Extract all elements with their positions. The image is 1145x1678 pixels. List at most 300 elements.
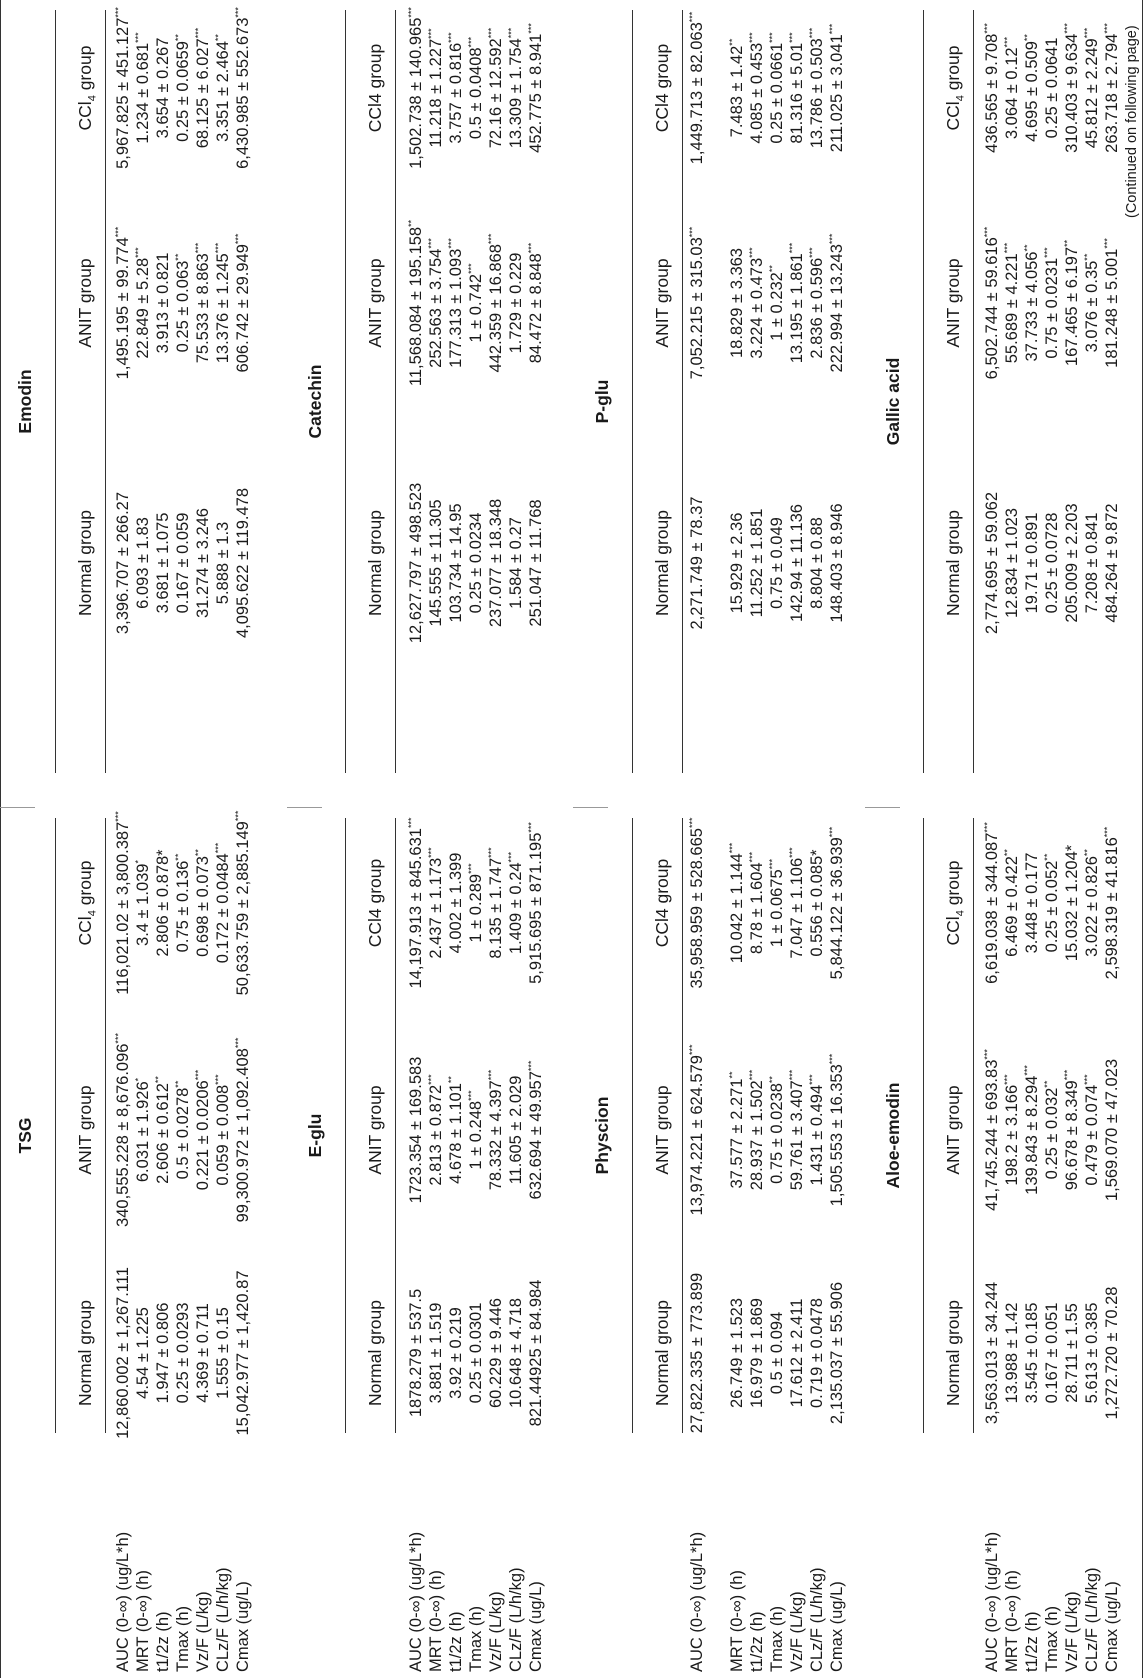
- value-cell: [1003, 178, 1022, 428]
- value-text: 8.804 ± 0.88: [808, 517, 826, 609]
- significance-marker: ***: [233, 810, 244, 822]
- parameter-label: CLz/F (L/h/kg): [214, 1567, 232, 1672]
- value-cell: [983, 1228, 1002, 1478]
- rule-line: [682, 10, 683, 773]
- parameter-label: t1/2z (h): [154, 1611, 172, 1672]
- value-cell: [1063, 1228, 1082, 1478]
- value-text: 139.843 ± 8.294: [1023, 1075, 1041, 1195]
- value-cell: [688, 0, 707, 213]
- value-cell: [748, 778, 767, 1028]
- value-text: 14,197.913 ± 845.631: [407, 828, 425, 989]
- value-text: 13.376 ± 1.245: [214, 253, 232, 364]
- value-text: 1.729 ± 0.229: [507, 252, 525, 354]
- parameter-label: Vz/F (L/kg): [194, 1591, 212, 1672]
- value-cell: [507, 1005, 526, 1255]
- value-text: 0.25 ± 0.063: [174, 260, 192, 353]
- value-cell: [788, 1005, 807, 1255]
- value-text: 1.409 ± 0.24: [507, 862, 525, 955]
- value-cell: [154, 1005, 173, 1255]
- value-text: 99,300.972 ± 1,092.408: [234, 1048, 252, 1223]
- value-cell: [748, 438, 767, 688]
- value-text: 6.031 ± 1.926: [134, 1081, 152, 1183]
- value-text: 26.749 ± 1.523: [728, 1298, 746, 1408]
- value-cell: [1003, 0, 1022, 213]
- significance-marker: ***: [466, 863, 477, 874]
- value-cell: [1043, 778, 1062, 1028]
- significance-marker: ***: [133, 32, 144, 43]
- significance-marker: ***: [767, 858, 778, 870]
- value-text: 1,449.713 ± 82.063: [688, 22, 706, 165]
- value-text: 3.076 ± 0.35: [1083, 260, 1101, 353]
- value-text: 1.431 ± 0.494: [808, 1084, 826, 1186]
- value-text: 4,095.622 ± 119.478: [234, 487, 252, 639]
- value-cell: [174, 438, 193, 688]
- value-text: 2,774.695 ± 59.062: [983, 491, 1001, 635]
- value-cell: [134, 1228, 153, 1478]
- value-cell: [527, 1005, 546, 1255]
- value-cell: [467, 178, 486, 428]
- significance-marker: **: [1002, 849, 1013, 857]
- significance-marker: ***: [727, 842, 738, 854]
- value-text: 167.465 ± 6.197: [1063, 246, 1081, 367]
- value-text: 1,272.720 ± 70.28: [1103, 1286, 1121, 1420]
- parameter-label: MRT (0-∞) (h): [134, 1570, 152, 1672]
- value-text: 68.125 ± 6.027: [194, 38, 212, 149]
- value-text: 3.913 ± 0.821: [154, 252, 172, 354]
- value-cell: [1083, 1005, 1102, 1255]
- group-header: CCl4 group: [365, 858, 385, 948]
- value-cell: [194, 0, 213, 213]
- value-cell: [828, 438, 847, 688]
- significance-marker: ***: [113, 1033, 124, 1044]
- value-cell: [808, 1228, 827, 1478]
- rule-line: [345, 10, 346, 773]
- value-text: 0.25 ± 0.032: [1043, 1087, 1061, 1180]
- significance-marker: ***: [193, 242, 204, 254]
- value-cell: [214, 778, 233, 1028]
- significance-marker: ***: [466, 1090, 477, 1101]
- value-text: 15.929 ± 2.36: [728, 512, 746, 614]
- parameter-label: AUC (0-∞) (ug/L*h): [688, 1531, 706, 1672]
- value-text: 116,021.02 ± 3,800.387: [114, 821, 132, 995]
- value-text: 222.994 ± 13.243: [828, 244, 846, 373]
- value-cell: [1063, 1005, 1082, 1255]
- value-text: 0.698 ± 0.073: [194, 856, 212, 957]
- significance-marker: ***: [982, 23, 993, 34]
- value-text: 0.25 ± 0.0661: [768, 42, 786, 144]
- value-cell: [808, 1005, 827, 1255]
- value-text: 0.25 ± 0.0234: [467, 512, 485, 614]
- value-cell: [407, 778, 426, 1028]
- rule-line: [0, 0, 1, 1678]
- value-cell: [114, 1228, 133, 1478]
- value-cell: [487, 178, 506, 428]
- rule-line: [682, 818, 683, 1433]
- significance-marker: ***: [747, 851, 758, 863]
- value-text: 8.78 ± 1.604: [748, 862, 766, 955]
- parameter-label: MRT (0-∞) (h): [728, 1570, 746, 1672]
- value-text: 5.613 ± 0.385: [1083, 1302, 1101, 1404]
- value-cell: [1063, 178, 1082, 428]
- significance-marker: ***: [982, 822, 993, 833]
- value-cell: [828, 778, 847, 1028]
- value-text: 0.5 ± 0.0278: [174, 1087, 192, 1180]
- value-text: 6,619.038 ± 344.087: [983, 832, 1001, 984]
- value-cell: [1103, 778, 1122, 1028]
- value-cell: [507, 438, 526, 688]
- value-cell: [527, 1228, 546, 1478]
- value-cell: [788, 178, 807, 428]
- value-cell: [1103, 1228, 1122, 1478]
- value-cell: [688, 438, 707, 688]
- significance-marker: ***: [426, 847, 437, 858]
- parameter-label: t1/2z (h): [748, 1611, 766, 1672]
- value-text: 3.448 ± 0.177: [1023, 852, 1041, 954]
- value-text: 12.834 ± 1.023: [1003, 508, 1021, 618]
- value-text: 198.2 ± 3.166: [1003, 1084, 1021, 1186]
- significance-marker: **: [767, 1076, 778, 1084]
- value-cell: [234, 1005, 253, 1255]
- value-text: 1 ± 0.0675: [768, 869, 786, 948]
- significance-marker: ***: [787, 242, 798, 254]
- value-text: 37.577 ± 2.271: [728, 1078, 746, 1189]
- value-text: 13.988 ± 1.42: [1003, 1302, 1021, 1404]
- value-cell: [748, 178, 767, 428]
- value-text: 606.742 ± 29.949: [234, 244, 252, 373]
- group-header: ANIT group: [365, 1085, 385, 1175]
- value-text: 1,502.738 ± 140.965: [407, 17, 425, 169]
- value-text: 78.332 ± 4.397: [487, 1080, 505, 1191]
- significance-marker: ***: [233, 1037, 244, 1049]
- value-cell: [1083, 178, 1102, 428]
- value-text: 28.937 ± 1.502: [748, 1080, 766, 1191]
- group-header: ANIT group: [943, 1085, 963, 1175]
- value-cell: [427, 178, 446, 428]
- significance-marker: ***: [787, 1069, 798, 1081]
- value-text: 1,505.553 ± 16.353: [828, 1064, 846, 1207]
- significance-marker: ***: [687, 817, 698, 829]
- value-text: 3.545 ± 0.185: [1023, 1302, 1041, 1404]
- value-text: 18.829 ± 3.363: [728, 248, 746, 358]
- rule-line: [973, 10, 974, 773]
- value-text: 6,430.985 ± 552.673: [234, 17, 252, 169]
- value-cell: [1023, 0, 1042, 213]
- value-cell: [194, 1228, 213, 1478]
- significance-marker: ***: [506, 851, 517, 863]
- value-cell: [828, 0, 847, 213]
- group-header: ANIT group: [75, 258, 95, 348]
- value-cell: [728, 1005, 747, 1255]
- compound-title-tsg: TSG: [15, 1117, 35, 1154]
- group-header: Normal group: [365, 509, 385, 617]
- value-text: 5,915.695 ± 871.195: [527, 832, 545, 984]
- value-text: 181.248 ± 5.001: [1103, 248, 1121, 368]
- parameter-label: Tmax (h): [174, 1606, 192, 1672]
- significance-marker: **: [1042, 1080, 1053, 1088]
- value-cell: [983, 778, 1002, 1028]
- compound-title-gallic-acid: Gallic acid: [883, 357, 903, 446]
- value-text: 1723.354 ± 169.583: [407, 1056, 425, 1204]
- value-cell: [174, 178, 193, 428]
- value-text: 3.654 ± 0.267: [154, 37, 172, 139]
- value-text: 821.44925 ± 84.984: [527, 1279, 545, 1427]
- value-cell: [427, 778, 446, 1028]
- parameter-label: Vz/F (L/kg): [1063, 1591, 1081, 1672]
- significance-marker: **: [406, 219, 417, 227]
- parameter-label: Cmax (ug/L): [527, 1581, 545, 1672]
- value-cell: [134, 778, 153, 1028]
- group-header: Normal group: [943, 1299, 963, 1407]
- value-cell: [768, 1228, 787, 1478]
- value-cell: [507, 178, 526, 428]
- value-cell: [467, 438, 486, 688]
- value-cell: [748, 0, 767, 213]
- value-text: 3,396.707 ± 266.27: [114, 491, 132, 635]
- parameter-label: AUC (0-∞) (ug/L*h): [983, 1531, 1001, 1672]
- significance-marker: **: [173, 34, 184, 42]
- value-text: 0.75 ± 0.0231: [1043, 257, 1061, 359]
- significance-marker: ***: [213, 1074, 224, 1085]
- value-cell: [154, 178, 173, 428]
- value-text: 0.719 ± 0.0478: [808, 1298, 826, 1408]
- significance-marker: **: [193, 849, 204, 857]
- value-cell: [487, 1005, 506, 1255]
- value-cell: [487, 438, 506, 688]
- value-cell: [1103, 438, 1122, 688]
- value-cell: [114, 778, 133, 1028]
- parameter-label: Vz/F (L/kg): [487, 1591, 505, 1672]
- value-text: 103.734 ± 14.95: [447, 503, 465, 623]
- significance-marker: **: [1082, 253, 1093, 261]
- significance-marker: ***: [486, 847, 497, 858]
- group-header: Normal group: [943, 509, 963, 617]
- value-cell: [214, 178, 233, 428]
- parameter-label: Vz/F (L/kg): [788, 1591, 806, 1672]
- parameter-label: CLz/F (L/h/kg): [507, 1567, 525, 1672]
- value-cell: [1063, 778, 1082, 1028]
- significance-marker: ***: [406, 7, 417, 18]
- significance-marker: ***: [747, 32, 758, 43]
- value-cell: [154, 0, 173, 213]
- value-text: 0.167 ± 0.051: [1043, 1302, 1061, 1404]
- value-cell: [487, 0, 506, 213]
- value-text: 237.077 ± 18.348: [487, 498, 505, 628]
- value-cell: [114, 0, 133, 213]
- value-text: 22.849 ± 5.28: [134, 257, 152, 359]
- value-text: 6.093 ± 1.83: [134, 517, 152, 609]
- value-text: 11.218 ± 1.227: [427, 38, 445, 148]
- significance-marker: ***: [446, 238, 457, 249]
- value-text: 1 ± 0.742: [467, 273, 485, 343]
- value-text: 3.681 ± 1.075: [154, 512, 172, 614]
- value-text: 263.718 ± 2.794: [1103, 33, 1121, 153]
- significance-marker: ***: [426, 238, 437, 249]
- value-cell: [447, 438, 466, 688]
- value-cell: [1103, 0, 1122, 213]
- value-text: 16.979 ± 1.869: [748, 1298, 766, 1408]
- value-text: 2.836 ± 0.596: [808, 257, 826, 359]
- value-text: 59.761 ± 3.407: [788, 1080, 806, 1191]
- value-text: 148.403 ± 8.946: [828, 503, 846, 623]
- value-text: 7.483 ± 1.42: [728, 45, 746, 138]
- value-cell: [174, 1005, 193, 1255]
- significance-marker: ***: [213, 242, 224, 254]
- value-cell: [1003, 1228, 1022, 1478]
- value-cell: [407, 0, 426, 213]
- significance-marker: ***: [767, 32, 778, 43]
- value-text: 310.403 ± 9.634: [1063, 33, 1081, 153]
- value-text: 3,563.013 ± 34.244: [983, 1281, 1001, 1425]
- value-cell: [1023, 1005, 1042, 1255]
- value-text: 10.042 ± 1.144: [728, 853, 746, 964]
- value-text: 0.75 ± 0.049: [768, 517, 786, 609]
- significance-marker: ***: [193, 27, 204, 39]
- value-text: 31.274 ± 3.246: [194, 508, 212, 618]
- group-header: ANIT group: [365, 258, 385, 348]
- value-cell: [728, 0, 747, 213]
- significance-marker: ***: [687, 11, 698, 23]
- value-text: 0.556 ± 0.085*: [808, 849, 826, 957]
- significance-marker: ***: [827, 1053, 838, 1065]
- parameter-label: Tmax (h): [467, 1606, 485, 1672]
- value-cell: [194, 178, 213, 428]
- value-cell: [1043, 0, 1062, 213]
- value-text: 1 ± 0.232: [768, 272, 786, 341]
- value-cell: [214, 438, 233, 688]
- value-text: 11.252 ± 1.851: [748, 508, 766, 618]
- value-text: 211.025 ± 3.041: [828, 34, 846, 153]
- significance-marker: **: [173, 853, 184, 861]
- significance-marker: ***: [1062, 1069, 1073, 1081]
- value-text: 177.313 ± 1.093: [447, 248, 465, 368]
- value-cell: [688, 178, 707, 428]
- group-header: ANIT group: [652, 1085, 672, 1175]
- significance-marker: ***: [827, 23, 838, 35]
- value-cell: [768, 1005, 787, 1255]
- value-cell: [447, 178, 466, 428]
- value-cell: [427, 1005, 446, 1255]
- value-text: 4.678 ± 1.101: [447, 1083, 465, 1184]
- rule-line: [1142, 0, 1143, 1678]
- value-cell: [1023, 1228, 1042, 1478]
- value-cell: [788, 1228, 807, 1478]
- parameter-label: AUC (0-∞) (ug/L*h): [407, 1531, 425, 1672]
- value-cell: [467, 778, 486, 1028]
- value-cell: [688, 778, 707, 1028]
- value-text: 0.75 ± 0.0238: [768, 1083, 786, 1184]
- significance-marker: ***: [113, 226, 124, 238]
- rule-line: [395, 818, 396, 1433]
- significance-marker: ***: [982, 226, 993, 238]
- value-text: 3.022 ± 0.826: [1083, 856, 1101, 957]
- value-text: 50,633.759 ± 2,885.149: [234, 821, 252, 996]
- value-text: 13,974.221 ± 624.579: [688, 1055, 706, 1216]
- value-cell: [174, 778, 193, 1028]
- value-text: 75.533 ± 8.863: [194, 253, 212, 364]
- value-cell: [487, 1228, 506, 1478]
- significance-marker: ***: [1002, 36, 1013, 48]
- significance-marker: ***: [526, 242, 537, 254]
- significance-marker: ***: [1082, 1074, 1093, 1085]
- rule-line: [973, 818, 974, 1433]
- significance-marker: ***: [113, 811, 124, 822]
- continuation-note: (Continued on following page): [1124, 25, 1140, 218]
- value-cell: [1003, 778, 1022, 1028]
- value-text: 7.047 ± 1.106: [788, 857, 806, 959]
- parameter-label: MRT (0-∞) (h): [427, 1570, 445, 1672]
- group-header: CCl4 group: [652, 43, 672, 133]
- value-cell: [487, 778, 506, 1028]
- value-cell: [828, 178, 847, 428]
- value-text: 0.059 ± 0.008: [214, 1084, 232, 1186]
- significance-marker: ***: [1022, 1065, 1033, 1076]
- value-text: 142.94 ± 11.136: [788, 504, 806, 622]
- value-cell: [1043, 438, 1062, 688]
- value-text: 1,495.195 ± 99.774: [114, 237, 132, 380]
- value-text: 2.813 ± 0.872: [427, 1084, 445, 1186]
- significance-marker: ***: [426, 28, 437, 39]
- value-text: 37.733 ± 4.056: [1023, 251, 1041, 362]
- value-cell: [828, 1005, 847, 1255]
- value-cell: [768, 778, 787, 1028]
- value-cell: [507, 0, 526, 213]
- significance-marker: ***: [193, 1069, 204, 1081]
- value-text: 0.75 ± 0.136: [174, 860, 192, 953]
- rule-line: [55, 818, 56, 1433]
- significance-marker: ***: [426, 1074, 437, 1085]
- value-text: 0.25 ± 0.0728: [1043, 512, 1061, 614]
- value-text: 252.563 ± 3.754: [427, 248, 445, 368]
- value-cell: [788, 778, 807, 1028]
- value-text: 55.689 ± 4.221: [1003, 253, 1021, 364]
- value-text: 3.224 ± 0.473: [748, 257, 766, 359]
- significance-marker: ***: [466, 263, 477, 274]
- significance-marker: ***: [486, 27, 497, 39]
- value-cell: [768, 438, 787, 688]
- value-text: 632.694 ± 49.957: [527, 1071, 545, 1200]
- value-text: 4.002 ± 1.399: [447, 852, 465, 954]
- significance-marker: ***: [807, 1074, 818, 1085]
- rule-line: [105, 818, 106, 1433]
- value-cell: [1043, 178, 1062, 428]
- value-cell: [527, 778, 546, 1028]
- value-text: 8.135 ± 1.747: [487, 857, 505, 959]
- value-text: 1.555 ± 0.15: [214, 1307, 232, 1399]
- value-text: 2,598.319 ± 41.816: [1103, 837, 1121, 980]
- value-cell: [114, 178, 133, 428]
- value-text: 0.5 ± 0.094: [768, 1311, 786, 1395]
- significance-marker: ***: [506, 27, 517, 39]
- value-cell: [1003, 1005, 1022, 1255]
- significance-marker: ***: [827, 826, 838, 838]
- value-text: 2.606 ± 0.612: [154, 1083, 172, 1184]
- divider-line: [865, 807, 900, 808]
- significance-marker: ***: [233, 7, 244, 18]
- value-cell: [427, 0, 446, 213]
- significance-marker: ***: [213, 842, 224, 854]
- value-cell: [174, 1228, 193, 1478]
- value-text: 12,627.797 ± 498.523: [407, 482, 425, 644]
- value-cell: [983, 0, 1002, 213]
- significance-marker: ***: [1102, 826, 1113, 838]
- group-header: Normal group: [652, 509, 672, 617]
- significance-marker: *: [133, 1077, 144, 1082]
- value-text: 4.085 ± 0.453: [748, 42, 766, 144]
- parameter-label: Cmax (ug/L): [234, 1581, 252, 1672]
- significance-marker: **: [213, 34, 224, 42]
- significance-marker: ***: [526, 23, 537, 34]
- value-cell: [467, 0, 486, 213]
